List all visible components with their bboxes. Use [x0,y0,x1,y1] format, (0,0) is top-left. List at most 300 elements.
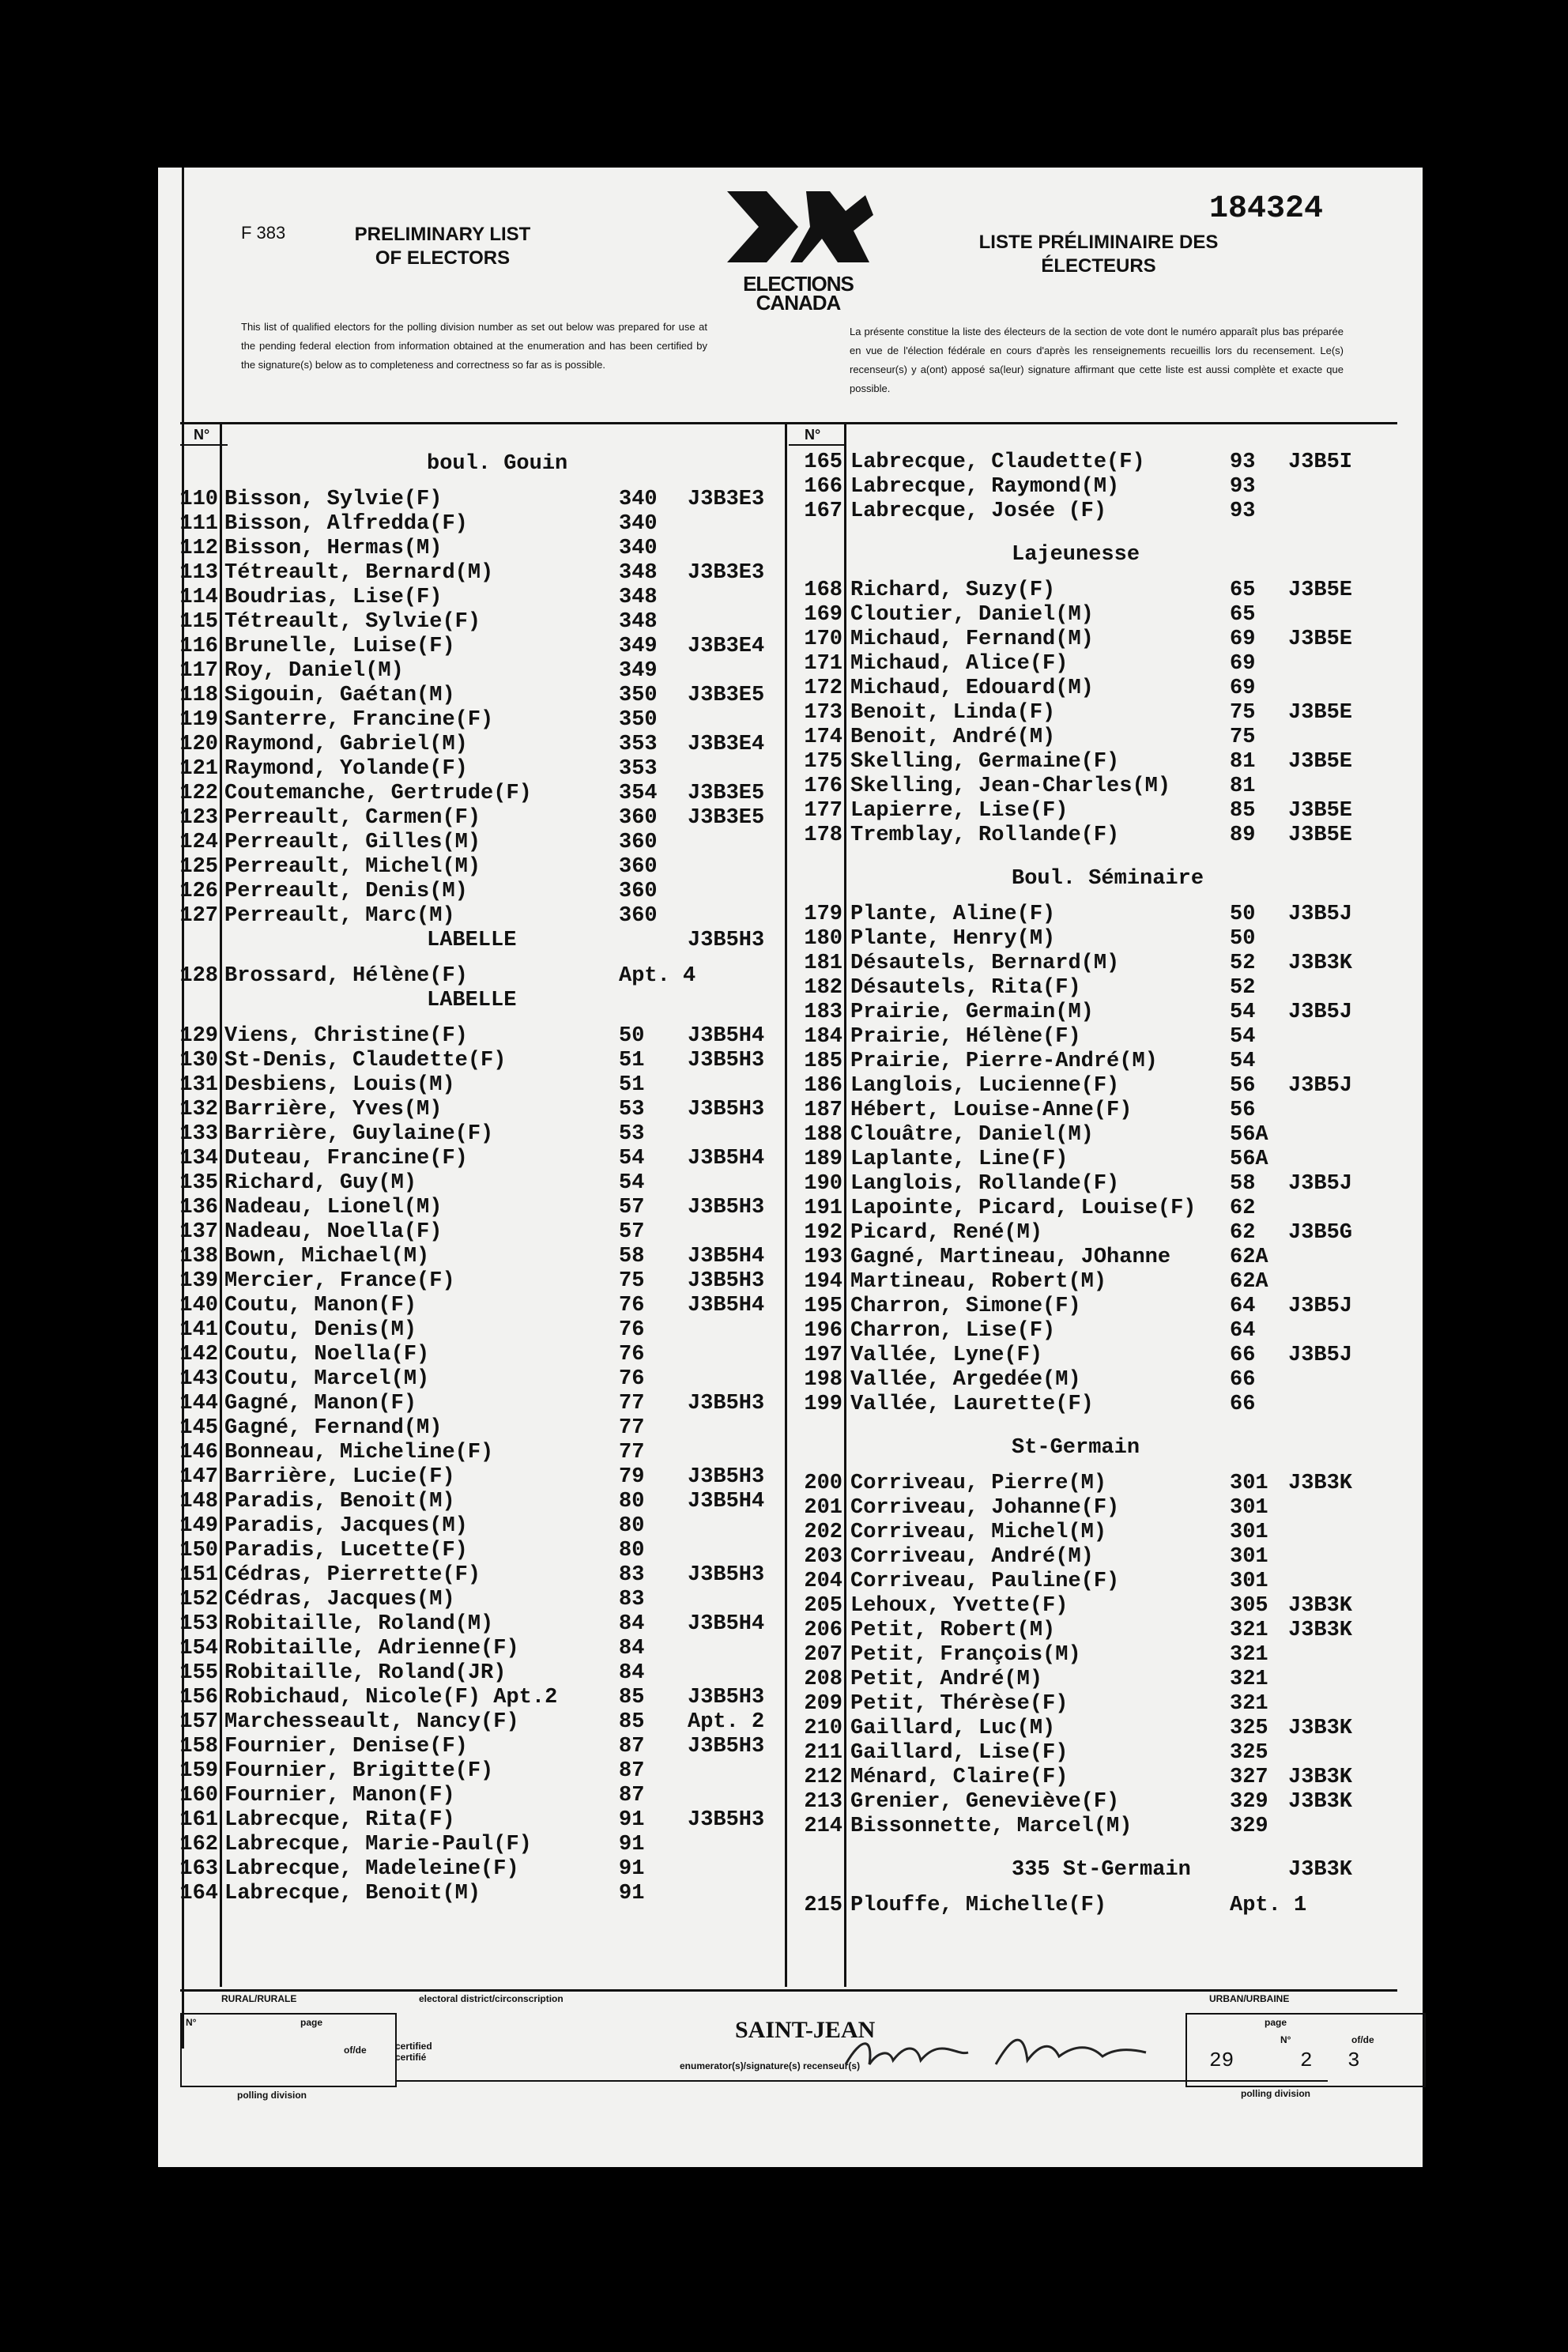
elector-name: Tremblay, Rollande(F) [850,824,1120,847]
elector-number: 146 [179,1441,218,1464]
elector-number: 114 [179,586,218,609]
elector-number: 209 [804,1692,842,1716]
elector-number: 110 [179,488,218,511]
elector-address: 54 [619,1171,645,1195]
elector-number: 115 [179,610,218,634]
title-english: PRELIMINARY LIST OF ELECTORS [354,224,531,269]
elector-name: Brossard, Hélène(F) [224,964,468,988]
elector-address: 350 [619,684,658,707]
elector-address: 80 [619,1514,645,1538]
elector-address: 84 [619,1661,645,1685]
elector-postal-code: J3B5J [1288,1295,1353,1318]
street-postal-code: J3B5H3 [688,929,765,952]
elector-address: 65 [1230,579,1256,602]
elector-address: 325 [1230,1741,1268,1765]
elector-number: 210 [804,1717,842,1740]
elector-number: 170 [804,628,842,651]
elector-name: Picard, René(M) [850,1221,1043,1245]
elector-name: Grenier, Geneviève(F) [850,1790,1120,1814]
elector-address: Apt. 4 [619,964,696,988]
elector-name: Paradis, Benoit(M) [224,1490,455,1513]
elector-number: 215 [804,1894,842,1917]
elector-address: 57 [619,1196,645,1219]
left-number-rule [220,422,222,1987]
urban-no-label: N° [1280,2034,1291,2045]
elector-name: Coutu, Manon(F) [224,1294,417,1317]
polling-label-right: polling division [1241,2088,1310,2099]
elector-address: 350 [619,708,658,732]
elector-name: Désautels, Bernard(M) [850,952,1120,975]
elector-name: Coutemanche, Gertrude(F) [224,782,532,805]
elector-postal-code: J3B5J [1288,1344,1353,1367]
elector-address: 80 [619,1539,645,1562]
elector-address: 353 [619,733,658,756]
elector-address: 301 [1230,1496,1268,1520]
elector-address: 93 [1230,499,1256,523]
elector-number: 161 [179,1808,218,1832]
elector-name: Tétreault, Bernard(M) [224,561,494,585]
elector-name: Bonneau, Micheline(F) [224,1441,494,1464]
elector-number: 202 [804,1521,842,1544]
elector-address: 76 [619,1367,645,1391]
elector-name: Lapointe, Picard, Louise(F) [850,1197,1197,1220]
elector-name: Gaillard, Luc(M) [850,1717,1056,1740]
of-value: 3 [1348,2049,1360,2072]
elector-number: 139 [179,1269,218,1293]
elector-name: Raymond, Gabriel(M) [224,733,468,756]
elector-name: Richard, Suzy(F) [850,579,1056,602]
elector-name: Plouffe, Michelle(F) [850,1894,1107,1917]
elector-name: Perreault, Carmen(F) [224,806,481,830]
elector-address: 56 [1230,1099,1256,1122]
elector-name: Coutu, Marcel(M) [224,1367,430,1391]
elector-number: 212 [804,1766,842,1789]
table-top-rule [180,422,1397,424]
elector-address: 76 [619,1343,645,1366]
elector-name: Raymond, Yolande(F) [224,757,468,781]
elector-address: 93 [1230,450,1256,474]
elector-name: Cédras, Pierrette(F) [224,1563,481,1587]
elector-number: 176 [804,775,842,798]
col-no-right: N° [805,427,821,443]
elector-address: 53 [619,1122,645,1146]
elector-address: 348 [619,561,658,585]
elector-number: 129 [179,1024,218,1048]
elector-address: 54 [1230,1001,1256,1024]
elector-postal-code: J3B5H4 [688,1294,765,1317]
elector-name: Petit, François(M) [850,1643,1081,1667]
elector-number: 189 [804,1148,842,1171]
elector-number: 207 [804,1643,842,1667]
elector-address: 301 [1230,1472,1268,1495]
logo-text: ELECTIONS CANADA [743,272,854,315]
elector-address: 305 [1230,1594,1268,1618]
elector-postal-code: J3B3E3 [688,488,765,511]
elector-number: 185 [804,1050,842,1073]
elector-postal-code: Apt. 2 [688,1710,765,1734]
footer-top-rule [180,1989,1397,1992]
elector-name: Barrière, Guylaine(F) [224,1122,494,1146]
elector-number: 174 [804,726,842,749]
elector-address: 321 [1230,1668,1268,1691]
elector-name: Labrecque, Raymond(M) [850,475,1120,499]
elector-name: Labrecque, Josée (F) [850,499,1107,523]
elector-number: 165 [804,450,842,474]
elector-number: 136 [179,1196,218,1219]
elector-postal-code: J3B5H4 [688,1612,765,1636]
elector-number: 122 [179,782,218,805]
elector-name: Sigouin, Gaétan(M) [224,684,455,707]
elector-number: 179 [804,903,842,926]
street-heading: Boul. Séminaire [1012,867,1204,891]
elector-address: 354 [619,782,658,805]
elector-address: 54 [1230,1050,1256,1073]
elector-name: Bisson, Hermas(M) [224,537,443,560]
elector-number: 168 [804,579,842,602]
elector-number: 140 [179,1294,218,1317]
elector-number: 112 [179,537,218,560]
elector-name: Perreault, Denis(M) [224,880,468,903]
elector-address: 69 [1230,652,1256,676]
elector-name: Prairie, Germain(M) [850,1001,1094,1024]
elector-number: 118 [179,684,218,707]
elector-address: 91 [619,1808,645,1832]
rural-no-label: N° [186,2017,197,2028]
elector-address: 340 [619,512,658,536]
elector-name: Paradis, Jacques(M) [224,1514,468,1538]
elector-address: 56 [1230,1074,1256,1098]
elector-number: 196 [804,1319,842,1343]
elector-name: Prairie, Hélène(F) [850,1025,1081,1049]
elector-name: Langlois, Lucienne(F) [850,1074,1120,1098]
elector-number: 193 [804,1246,842,1269]
elector-address: 76 [619,1318,645,1342]
elector-postal-code: J3B3E5 [688,782,765,805]
elector-address: 54 [1230,1025,1256,1049]
elector-name: Labrecque, Marie-Paul(F) [224,1833,532,1856]
elector-name: Bown, Michael(M) [224,1245,430,1268]
elector-address: 84 [619,1612,645,1636]
elector-postal-code: J3B3E5 [688,684,765,707]
elector-postal-code: J3B5J [1288,1172,1353,1196]
elector-address: 87 [619,1759,645,1783]
urban-of-label: of/de [1351,2034,1374,2045]
elector-number: 159 [179,1759,218,1783]
elector-number: 119 [179,708,218,732]
elector-address: 57 [619,1220,645,1244]
elector-name: Fournier, Manon(F) [224,1784,455,1807]
elector-postal-code: J3B5H3 [688,1686,765,1709]
elector-address: 87 [619,1784,645,1807]
elector-address: 360 [619,831,658,854]
elector-name: Nadeau, Lionel(M) [224,1196,443,1219]
elector-number: 127 [179,904,218,928]
elector-address: 340 [619,488,658,511]
elector-number: 126 [179,880,218,903]
elector-name: Corriveau, Pauline(F) [850,1570,1120,1593]
elections-canada-logo [711,183,885,315]
elector-name: Corriveau, Michel(M) [850,1521,1107,1544]
elector-name: Skelling, Germaine(F) [850,750,1120,774]
elector-name: Santerre, Francine(F) [224,708,494,732]
elector-address: 52 [1230,952,1256,975]
rural-label: RURAL/RURALE [221,1993,297,2004]
street-postal-code: J3B3K [1288,1858,1353,1882]
elector-address: 79 [619,1465,645,1489]
elector-name: Hébert, Louise-Anne(F) [850,1099,1133,1122]
logo-mark-icon [711,183,885,270]
elector-name: Petit, Robert(M) [850,1619,1056,1642]
elector-address: 58 [619,1245,645,1268]
rural-of-label: of/de [344,2045,367,2056]
col-no-left-underline [180,444,228,446]
elector-number: 156 [179,1686,218,1709]
elector-name: Petit, André(M) [850,1668,1043,1691]
elector-address: 52 [1230,976,1256,1000]
elector-address: 321 [1230,1643,1268,1667]
elector-address: 62 [1230,1197,1256,1220]
elector-address: 91 [619,1882,645,1905]
elector-address: 66 [1230,1368,1256,1392]
elector-postal-code: J3B5E [1288,701,1353,725]
street-heading: 335 St-Germain [1012,1858,1191,1882]
elector-name: Mercier, France(F) [224,1269,455,1293]
elector-number: 130 [179,1049,218,1072]
elector-number: 166 [804,475,842,499]
elector-number: 128 [179,964,218,988]
elector-postal-code: J3B5I [1288,450,1353,474]
elector-address: 329 [1230,1815,1268,1838]
elector-postal-code: J3B5H4 [688,1490,765,1513]
elector-name: Desbiens, Louis(M) [224,1073,455,1097]
elector-postal-code: J3B5H3 [688,1392,765,1415]
elector-name: Tétreault, Sylvie(F) [224,610,481,634]
elector-postal-code: J3B3K [1288,1472,1353,1495]
elector-number: 143 [179,1367,218,1391]
elector-name: Labrecque, Madeleine(F) [224,1857,519,1881]
elector-number: 197 [804,1344,842,1367]
elector-name: Viens, Christine(F) [224,1024,468,1048]
elector-address: 93 [1230,475,1256,499]
elector-name: Cloutier, Daniel(M) [850,603,1094,627]
elector-address: 85 [619,1686,645,1709]
elector-postal-code: J3B5E [1288,579,1353,602]
elector-number: 171 [804,652,842,676]
elector-address: 360 [619,855,658,879]
elector-postal-code: J3B3K [1288,1790,1353,1814]
elector-name: Petit, Thérèse(F) [850,1692,1069,1716]
elector-number: 199 [804,1393,842,1416]
elector-number: 142 [179,1343,218,1366]
elector-number: 113 [179,561,218,585]
elector-address: 66 [1230,1344,1256,1367]
form-number: F 383 [241,223,286,243]
elector-address: 58 [1230,1172,1256,1196]
elector-name: Labrecque, Benoit(M) [224,1882,481,1905]
elector-address: 65 [1230,603,1256,627]
street-heading: LABELLE [427,929,517,952]
urban-page-label: page [1265,2017,1287,2028]
elector-address: 64 [1230,1295,1256,1318]
elector-number: 158 [179,1735,218,1758]
elector-number: 150 [179,1539,218,1562]
elector-address: 327 [1230,1766,1268,1789]
elector-number: 181 [804,952,842,975]
elector-name: Robitaille, Adrienne(F) [224,1637,519,1660]
elector-number: 131 [179,1073,218,1097]
elector-address: 321 [1230,1692,1268,1716]
elector-number: 164 [179,1882,218,1905]
elector-name: Gagné, Manon(F) [224,1392,417,1415]
elector-name: Gagné, Fernand(M) [224,1416,443,1440]
elector-number: 192 [804,1221,842,1245]
elector-name: Fournier, Brigitte(F) [224,1759,494,1783]
elector-postal-code: J3B5E [1288,750,1353,774]
elector-number: 132 [179,1098,218,1121]
elector-number: 172 [804,677,842,700]
elector-name: Perreault, Gilles(M) [224,831,481,854]
elector-address: 77 [619,1392,645,1415]
elector-number: 147 [179,1465,218,1489]
elector-address: 83 [619,1563,645,1587]
intro-french: La présente constitue la liste des électeurs de la section de vote dont le numéro apparaît plus bas préparée en vue de l'élection fédérale en cours d'après les renseignements recueillis lors du recensement. Le(s) recenseur(s) y a(ont) apposé sa(leur) signature affirmant que cette liste est aussi complète et exacte que possible. [850,326,1344,394]
elector-postal-code: J3B3E4 [688,733,765,756]
elector-name: Gaillard, Lise(F) [850,1741,1069,1765]
elector-number: 183 [804,1001,842,1024]
elector-address: 51 [619,1073,645,1097]
elector-number: 213 [804,1790,842,1814]
elector-postal-code: J3B5H4 [688,1024,765,1048]
elector-address: 340 [619,537,658,560]
elector-address: 54 [619,1147,645,1170]
elector-postal-code: J3B3K [1288,952,1353,975]
elector-number: 205 [804,1594,842,1618]
elector-address: 81 [1230,775,1256,798]
elector-number: 124 [179,831,218,854]
elector-postal-code: J3B5E [1288,799,1353,823]
elector-number: 163 [179,1857,218,1881]
elector-number: 152 [179,1588,218,1611]
elector-number: 153 [179,1612,218,1636]
elector-number: 177 [804,799,842,823]
elector-address: 53 [619,1098,645,1121]
elector-address: 75 [619,1269,645,1293]
elector-postal-code: J3B5H3 [688,1735,765,1758]
elector-name: Cédras, Jacques(M) [224,1588,455,1611]
elector-address: Apt. 1 [1230,1894,1307,1917]
page-value: 2 [1300,2049,1313,2072]
elector-address: 76 [619,1294,645,1317]
elector-address: 348 [619,586,658,609]
elector-name: Charron, Simone(F) [850,1295,1081,1318]
elector-number: 125 [179,855,218,879]
street-heading: Lajeunesse [1012,543,1140,567]
elector-name: Marchesseault, Nancy(F) [224,1710,519,1734]
elector-postal-code: J3B5H4 [688,1245,765,1268]
elector-name: Ménard, Claire(F) [850,1766,1069,1789]
intro-english: This list of qualified electors for the polling division number as set out below was prepared for use at the pending federal election from information obtained at the enumeration and has been certified by the signature(s) below as to completeness and correctness so far as is possible. [241,321,707,371]
street-heading: St-Germain [1012,1436,1140,1460]
elector-name: Lehoux, Yvette(F) [850,1594,1069,1618]
elector-name: Robitaille, Roland(JR) [224,1661,507,1685]
serial-number: 184324 [1209,191,1324,227]
right-number-rule [844,422,846,1987]
elector-postal-code: J3B3K [1288,1717,1353,1740]
elector-number: 194 [804,1270,842,1294]
elector-number: 135 [179,1171,218,1195]
elector-address: 80 [619,1490,645,1513]
elector-address: 85 [1230,799,1256,823]
elector-name: Vallée, Laurette(F) [850,1393,1094,1416]
elector-number: 141 [179,1318,218,1342]
elector-address: 301 [1230,1521,1268,1544]
elector-name: Vallée, Lyne(F) [850,1344,1043,1367]
elector-name: Charron, Lise(F) [850,1319,1056,1343]
elector-name: Michaud, Alice(F) [850,652,1069,676]
elector-number: 160 [179,1784,218,1807]
elector-address: 301 [1230,1545,1268,1569]
elector-postal-code: J3B5J [1288,1001,1353,1024]
elector-address: 329 [1230,1790,1268,1814]
elector-number: 182 [804,976,842,1000]
elector-name: Labrecque, Claudette(F) [850,450,1145,474]
elector-number: 195 [804,1295,842,1318]
elector-name: Vallée, Argedée(M) [850,1368,1081,1392]
elector-postal-code: J3B5H3 [688,1098,765,1121]
elector-address: 91 [619,1833,645,1856]
elector-name: Martineau, Robert(M) [850,1270,1107,1294]
elector-name: Duteau, Francine(F) [224,1147,468,1170]
col-no-right-underline [789,444,844,446]
elector-address: 89 [1230,824,1256,847]
urban-label: URBAN/URBAINE [1209,1993,1290,2004]
elector-name: Coutu, Noella(F) [224,1343,430,1366]
elector-name: Laplante, Line(F) [850,1148,1069,1171]
elector-address: 77 [619,1441,645,1464]
col-no-left: N° [194,427,210,443]
elector-number: 175 [804,750,842,774]
elector-postal-code: J3B5H3 [688,1196,765,1219]
elector-name: Désautels, Rita(F) [850,976,1081,1000]
elector-number: 169 [804,603,842,627]
elector-postal-code: J3B5H3 [688,1269,765,1293]
elector-postal-code: J3B3K [1288,1766,1353,1789]
elector-number: 200 [804,1472,842,1495]
elector-name: Perreault, Michel(M) [224,855,481,879]
elector-address: 349 [619,635,658,658]
elector-address: 50 [619,1024,645,1048]
elector-postal-code: J3B5H3 [688,1049,765,1072]
elector-postal-code: J3B3K [1288,1619,1353,1642]
elector-name: Barrière, Yves(M) [224,1098,443,1121]
elector-name: Fournier, Denise(F) [224,1735,468,1758]
elector-number: 188 [804,1123,842,1147]
elector-address: 64 [1230,1319,1256,1343]
elector-address: 360 [619,904,658,928]
elector-number: 190 [804,1172,842,1196]
elector-address: 66 [1230,1393,1256,1416]
elector-postal-code: J3B5J [1288,1074,1353,1098]
elector-name: Bissonnette, Marcel(M) [850,1815,1133,1838]
elector-address: 62A [1230,1270,1268,1294]
elector-number: 148 [179,1490,218,1513]
elector-name: Prairie, Pierre-André(M) [850,1050,1158,1073]
elector-number: 138 [179,1245,218,1268]
title-french: LISTE PRÉLIMINAIRE DES ÉLECTEURS [978,232,1219,277]
elector-address: 325 [1230,1717,1268,1740]
elector-name: Michaud, Fernand(M) [850,628,1094,651]
elector-address: 91 [619,1857,645,1881]
